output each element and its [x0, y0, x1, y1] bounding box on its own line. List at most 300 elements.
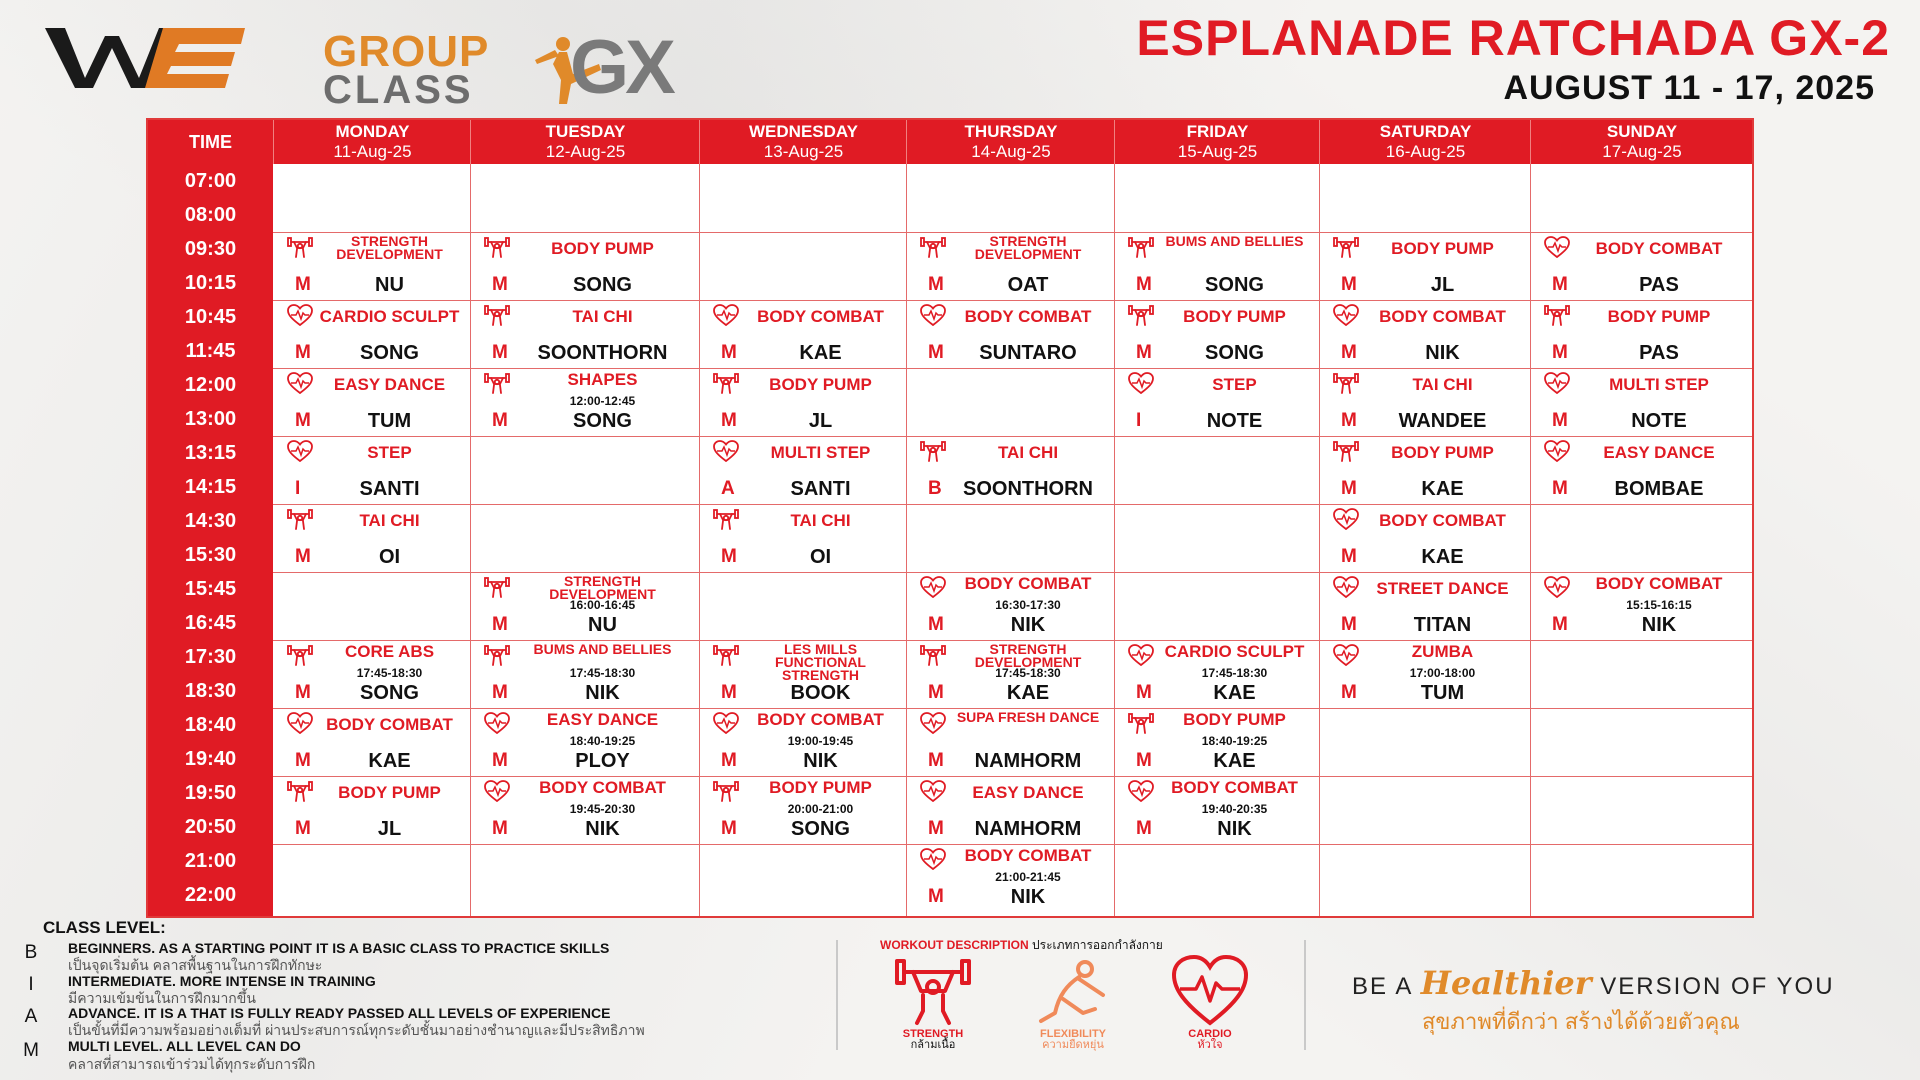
class-time: 19:45-20:30	[569, 802, 636, 816]
level-desc-th-m: คลาสที่สามารถเข้าร่วมได้ทุกระดับการฝึก	[68, 1056, 316, 1072]
workout-description-title	[880, 936, 1163, 955]
level-desc-m: MULTI LEVEL. ALL LEVEL CAN DO	[68, 1038, 301, 1054]
strength-icon	[484, 236, 510, 258]
cardio-icon	[920, 848, 946, 870]
day-date: 12-Aug-25	[545, 142, 626, 161]
class-level: M	[721, 682, 737, 703]
class-time: 15:15-16:15	[1626, 598, 1692, 612]
class-cell[interactable]	[906, 232, 1114, 300]
class-level: M	[721, 818, 737, 839]
class-name: CARDIO SCULPT	[319, 307, 460, 326]
time-label: 11:45	[185, 339, 236, 362]
class-time: 17:45-18:30	[569, 666, 636, 680]
class-cell[interactable]	[470, 232, 699, 300]
class-cell[interactable]	[699, 504, 906, 572]
class-level: M	[1136, 818, 1152, 839]
strength-icon	[1128, 304, 1154, 326]
venue-title: ESPLANADE RATCHADA GX-2	[1136, 10, 1890, 66]
class-coach: SONG	[573, 410, 632, 432]
class-cell[interactable]	[273, 300, 470, 368]
class-name: EASY DANCE	[1603, 443, 1715, 462]
strength-label: STRENGTH	[902, 1028, 964, 1040]
class-coach: KAE	[1421, 478, 1464, 500]
class-name: ZUMBA	[1411, 642, 1474, 661]
strength-icon	[713, 644, 739, 666]
class-coach: BOOK	[790, 682, 851, 704]
day-header-saturday	[1319, 120, 1531, 164]
class-coach: TUM	[1420, 682, 1465, 704]
class-level: M	[721, 750, 737, 771]
class-coach: KAE	[1213, 682, 1256, 704]
class-coach: TUM	[367, 410, 412, 432]
row-divider	[273, 504, 1752, 505]
class-time: 16:00-16:45	[569, 598, 636, 612]
logo-class-text: CLASS	[323, 68, 474, 112]
class-name: BODY COMBAT	[1379, 307, 1506, 326]
cardio-icon	[287, 304, 313, 326]
class-level: M	[1136, 342, 1152, 363]
time-label: 14:30	[184, 509, 237, 532]
class-level: M	[1136, 274, 1152, 295]
class-level: B	[928, 478, 942, 499]
workout-strength	[878, 955, 988, 1055]
strength-icon	[1128, 236, 1154, 258]
class-cell[interactable]	[1319, 300, 1530, 368]
class-time: 19:00-19:45	[787, 734, 854, 748]
class-coach: NOTE	[1631, 410, 1687, 432]
time-label: 10:45	[184, 305, 237, 328]
class-cell[interactable]	[1114, 368, 1319, 436]
class-coach: KAE	[1006, 682, 1050, 704]
time-label: 21:00	[184, 849, 237, 872]
class-cell[interactable]	[1319, 640, 1530, 708]
class-name: BODY COMBAT	[964, 846, 1092, 865]
logo-gx-text: GX	[570, 25, 672, 110]
strength-icon	[713, 780, 739, 802]
class-time: 20:00-21:00	[787, 802, 854, 816]
class-level: M	[928, 818, 944, 839]
cardio-icon	[1128, 644, 1154, 666]
time-label: 19:50	[184, 781, 237, 804]
time-label: 09:30	[184, 237, 237, 260]
class-coach: WANDEE	[1398, 410, 1487, 432]
class-level: M	[928, 886, 944, 907]
class-name: BODY COMBAT	[757, 307, 884, 326]
class-cell[interactable]	[906, 436, 1114, 504]
class-level: M	[295, 682, 311, 703]
class-time: 17:00-18:00	[1409, 666, 1476, 680]
class-level: M	[1341, 274, 1357, 295]
class-level: M	[928, 342, 944, 363]
strength-icon	[713, 372, 739, 394]
class-cell[interactable]	[699, 436, 906, 504]
time-header: TIME	[189, 131, 232, 152]
class-cell[interactable]	[1114, 776, 1319, 844]
cardio-label-th: หัวใจ	[1197, 1039, 1223, 1051]
class-coach: SONG	[360, 342, 419, 364]
time-label: 08:00	[184, 203, 237, 226]
level-desc-b: BEGINNERS. AS A STARTING POINT IT IS A BASIC CLASS TO PRACTICE SKILLS	[68, 940, 610, 956]
strength-icon	[1333, 372, 1359, 394]
flexibility-label: FLEXIBILITY	[1040, 1028, 1106, 1040]
class-cell[interactable]	[699, 776, 906, 844]
class-cell[interactable]	[1114, 708, 1319, 776]
class-cell[interactable]	[906, 640, 1114, 708]
time-label: 18:30	[184, 679, 237, 702]
day-date: 13-Aug-25	[763, 142, 844, 161]
class-name: BODY COMBAT	[964, 307, 1092, 326]
divider	[836, 940, 838, 1050]
cardio-label: CARDIO	[1188, 1028, 1232, 1040]
cardio-icon	[1128, 780, 1154, 802]
class-level: M	[295, 274, 311, 295]
strength-icon	[1333, 440, 1359, 462]
class-name: BODY PUMP	[769, 375, 872, 394]
class-level: M	[492, 682, 508, 703]
level-letter-m: M	[23, 1040, 39, 1061]
day-name: MONDAY	[335, 122, 410, 141]
class-coach: JL	[808, 410, 833, 432]
cardio-icon	[1333, 644, 1359, 666]
class-coach: NIK	[585, 682, 620, 704]
class-coach: SOONTHORN	[963, 478, 1093, 500]
class-coach: NIK	[1010, 886, 1046, 908]
class-coach: TITAN	[1413, 614, 1472, 636]
class-level: M	[721, 546, 737, 567]
workout-cardio	[1155, 955, 1265, 1055]
class-coach: SANTI	[790, 478, 851, 500]
class-cell[interactable]	[1530, 232, 1752, 300]
cardio-icon	[1333, 576, 1359, 598]
cardio-icon	[920, 304, 946, 326]
class-coach: KAE	[1213, 750, 1256, 772]
class-cell[interactable]	[1530, 572, 1752, 640]
day-header-friday	[1114, 120, 1320, 164]
class-level: M	[1341, 614, 1357, 635]
class-name: BODY PUMP	[338, 783, 441, 802]
strength-icon	[1544, 304, 1570, 326]
class-coach: NAMHORM	[974, 750, 1082, 772]
class-level: M	[928, 750, 944, 771]
class-level: M	[295, 546, 311, 567]
class-time: 18:40-19:25	[569, 734, 636, 748]
class-level: M	[295, 342, 311, 363]
class-name: STREET DANCE	[1376, 579, 1509, 598]
strength-icon	[287, 236, 313, 258]
class-level: M	[1341, 342, 1357, 363]
cardio-icon	[1544, 372, 1570, 394]
class-coach: SONG	[791, 818, 850, 840]
class-level: M	[721, 410, 737, 431]
class-level: M	[492, 818, 508, 839]
class-coach: KAE	[368, 750, 411, 772]
class-cell[interactable]	[1319, 368, 1530, 436]
class-cell[interactable]	[470, 368, 699, 436]
level-desc-th-a: เป็นขั้นที่มีความพร้อมอย่างเต็มที่ ผ่านประสบการณ์ทุกระดับชั้นมาอย่างชำนาญและมีประสิทธิภาพ	[68, 1022, 645, 1038]
class-coach: NIK	[803, 750, 838, 772]
class-name: TAI CHI	[790, 511, 851, 530]
class-cell[interactable]	[1319, 504, 1530, 572]
class-cell[interactable]	[470, 776, 699, 844]
time-label: 14:15	[184, 475, 237, 498]
class-coach: NIK	[585, 818, 620, 840]
day-date: 14-Aug-25	[971, 142, 1051, 161]
class-name: MULTI STEP	[1609, 375, 1709, 394]
tagline-post: VERSION OF YOU	[1591, 973, 1835, 1000]
class-cell[interactable]	[1530, 436, 1752, 504]
class-time: 18:40-19:25	[1201, 734, 1268, 748]
strength-icon	[1128, 712, 1154, 734]
class-cell[interactable]	[1319, 436, 1530, 504]
class-level: M	[295, 410, 311, 431]
class-coach: NAMHORM	[974, 818, 1082, 840]
class-coach: SUNTARO	[979, 342, 1077, 364]
class-name: BODY COMBAT	[964, 574, 1092, 593]
class-cell[interactable]	[699, 708, 906, 776]
cardio-icon	[1544, 576, 1570, 598]
class-coach: OAT	[1007, 274, 1049, 296]
class-cell[interactable]	[699, 640, 906, 708]
day-header-thursday	[906, 120, 1115, 164]
class-level: M	[492, 274, 508, 295]
cardio-icon	[287, 440, 313, 462]
cardio-icon	[713, 712, 739, 734]
class-cell[interactable]	[699, 300, 906, 368]
class-cell[interactable]	[273, 232, 470, 300]
tagline-pre: BE A	[1352, 973, 1421, 1000]
cardio-icon	[713, 304, 739, 326]
class-cell[interactable]	[273, 368, 470, 436]
class-name: EASY DANCE	[546, 710, 659, 729]
class-level: A	[721, 478, 735, 499]
strength-icon	[920, 440, 946, 462]
strength-icon	[920, 644, 946, 666]
level-letter-b: B	[24, 942, 38, 963]
divider	[1304, 940, 1306, 1050]
strength-icon	[484, 576, 510, 598]
class-level: M	[1341, 546, 1357, 567]
class-coach: OI	[378, 546, 401, 568]
class-cell[interactable]	[1319, 572, 1530, 640]
class-cell[interactable]	[1319, 232, 1530, 300]
day-header-monday	[273, 120, 471, 164]
time-label: 13:00	[184, 407, 237, 430]
schedule-table	[146, 118, 1754, 918]
class-name: STEP	[1212, 375, 1257, 394]
class-name: BODY COMBAT	[539, 778, 666, 797]
strength-icon	[287, 508, 313, 530]
class-level: I	[1136, 410, 1142, 431]
class-name: BODY PUMP	[1183, 307, 1286, 326]
cardio-icon	[287, 712, 313, 734]
logo-group-text: GROUP	[323, 27, 490, 76]
class-name: LES MILLS FUNCTIONAL STRENGTH	[775, 641, 866, 683]
class-name: STRENGTH DEVELOPMENT	[549, 573, 656, 602]
time-label: 07:00	[184, 169, 237, 192]
time-label: 13:15	[184, 441, 237, 464]
class-name: EASY DANCE	[333, 375, 446, 394]
class-coach: SOONTHORN	[537, 342, 668, 364]
class-coach: JL	[377, 818, 402, 840]
class-time: 19:40-20:35	[1201, 802, 1268, 816]
day-name: TUESDAY	[545, 122, 626, 141]
strength-icon	[484, 372, 510, 394]
time-label: 17:30	[184, 645, 237, 668]
class-level: M	[1341, 410, 1357, 431]
class-name: CARDIO SCULPT	[1164, 642, 1305, 661]
class-cell[interactable]	[906, 572, 1114, 640]
class-level: M	[492, 410, 508, 431]
class-name: STRENGTH DEVELOPMENT	[974, 233, 1082, 262]
day-name: WEDNESDAY	[749, 122, 858, 141]
class-level: M	[492, 342, 508, 363]
class-time: 12:00-12:45	[569, 394, 636, 408]
class-cell[interactable]	[1114, 232, 1319, 300]
class-time: 21:00-21:45	[995, 870, 1061, 884]
class-coach: OI	[809, 546, 832, 568]
class-name: MULTI STEP	[770, 443, 871, 462]
strength-icon	[484, 304, 510, 326]
class-name: EASY DANCE	[972, 783, 1084, 802]
class-cell[interactable]	[273, 436, 470, 504]
time-label: 16:45	[184, 611, 237, 634]
class-name: BODY PUMP	[1183, 710, 1286, 729]
day-header-sunday	[1530, 120, 1753, 164]
class-cell[interactable]	[273, 640, 470, 708]
legend-title: CLASS LEVEL:	[43, 918, 166, 937]
class-level: M	[1552, 478, 1568, 499]
cardio-icon	[1544, 236, 1570, 258]
tagline	[1352, 964, 1835, 1002]
class-name: BODY COMBAT	[757, 710, 884, 729]
class-name: SUPA FRESH DANCE	[956, 709, 1100, 725]
cardio-icon	[1170, 955, 1250, 1027]
cardio-icon	[484, 712, 510, 734]
class-name: BODY COMBAT	[326, 715, 453, 734]
class-coach: NOTE	[1206, 410, 1263, 432]
class-name: TAI CHI	[572, 307, 633, 326]
day-header-wednesday	[699, 120, 907, 164]
time-label: 20:50	[184, 815, 237, 838]
class-cell[interactable]	[906, 844, 1114, 912]
class-name: BODY COMBAT	[1595, 574, 1723, 593]
class-coach: SONG	[360, 682, 419, 704]
class-name: TAI CHI	[359, 511, 420, 530]
level-desc-th-b: เป็นจุดเริ่มต้น คลาสพื้นฐานในการฝึกทักษะ	[68, 957, 323, 973]
class-level: M	[492, 614, 508, 635]
class-level: M	[492, 750, 508, 771]
class-level-legend	[18, 918, 838, 1078]
cardio-icon	[1333, 304, 1359, 326]
class-cell[interactable]	[470, 300, 699, 368]
time-label: 15:45	[184, 577, 237, 600]
cardio-icon	[713, 440, 739, 462]
class-cell[interactable]	[273, 708, 470, 776]
class-cell[interactable]	[699, 368, 906, 436]
workout-title-en: WORKOUT DESCRIPTION	[880, 938, 1029, 952]
class-coach: SONG	[1205, 274, 1264, 296]
class-coach: SANTI	[359, 478, 420, 500]
day-name: FRIDAY	[1186, 122, 1249, 141]
class-coach: NIK	[1641, 614, 1677, 636]
class-cell[interactable]	[1530, 300, 1752, 368]
flexibility-label-th: ความยืดหยุ่น	[1042, 1039, 1104, 1051]
class-cell[interactable]	[1114, 300, 1319, 368]
day-name: SATURDAY	[1379, 122, 1472, 141]
tagline-script: Healthier	[1420, 964, 1592, 1002]
class-coach: KAE	[1421, 546, 1464, 568]
strength-icon	[920, 236, 946, 258]
day-date: 15-Aug-25	[1177, 142, 1258, 161]
class-level: M	[1136, 750, 1152, 771]
class-cell[interactable]	[470, 640, 699, 708]
class-cell[interactable]	[1530, 368, 1752, 436]
time-label: 12:00	[184, 373, 237, 396]
class-level: M	[295, 750, 311, 771]
time-label: 10:15	[184, 271, 237, 294]
strength-label-th: กล้ามเนื้อ	[910, 1039, 956, 1051]
class-name: BODY PUMP	[1607, 307, 1711, 326]
class-cell[interactable]	[906, 300, 1114, 368]
class-name: STRENGTH DEVELOPMENT	[974, 641, 1082, 670]
class-name: TAI CHI	[997, 443, 1059, 462]
strength-icon	[713, 508, 739, 530]
strength-icon	[893, 955, 973, 1027]
class-level: M	[295, 818, 311, 839]
class-cell[interactable]	[273, 776, 470, 844]
class-cell[interactable]	[906, 776, 1114, 844]
strength-icon	[287, 780, 313, 802]
class-coach: KAE	[799, 342, 842, 364]
class-time: 17:45-18:30	[995, 666, 1061, 680]
class-coach: NIK	[1217, 818, 1252, 840]
time-label: 19:40	[184, 747, 237, 770]
class-name: BODY COMBAT	[1379, 511, 1506, 530]
class-name: BODY PUMP	[1391, 443, 1494, 462]
class-cell[interactable]	[470, 572, 699, 640]
class-name: BODY PUMP	[1391, 239, 1494, 258]
class-name: BUMS AND BELLIES	[1165, 233, 1304, 249]
class-cell[interactable]	[906, 708, 1114, 776]
time-label: 18:40	[184, 713, 237, 736]
class-cell[interactable]	[1114, 640, 1319, 708]
class-name: STRENGTH DEVELOPMENT	[336, 233, 443, 262]
class-coach: NIK	[1425, 342, 1460, 364]
cardio-icon	[484, 780, 510, 802]
class-coach: SONG	[573, 274, 632, 296]
class-level: M	[1136, 682, 1152, 703]
class-time: 17:45-18:30	[1201, 666, 1268, 680]
we-logo-icon	[45, 26, 245, 90]
strength-icon	[287, 644, 313, 666]
class-time: 16:30-17:30	[995, 598, 1061, 612]
class-level: M	[928, 614, 944, 635]
level-desc-a: ADVANCE. IT IS A THAT IS FULLY READY PASSED ALL LEVELS OF EXPERIENCE	[68, 1005, 611, 1021]
day-date: 16-Aug-25	[1385, 142, 1466, 161]
day-name: THURSDAY	[964, 122, 1058, 141]
class-name: BODY PUMP	[769, 778, 872, 797]
cardio-icon	[920, 576, 946, 598]
date-range: AUGUST 11 - 17, 2025	[1503, 69, 1875, 107]
flexibility-icon	[1033, 955, 1113, 1027]
class-name: STEP	[367, 443, 412, 462]
class-level: M	[721, 342, 737, 363]
level-desc-i: INTERMEDIATE. MORE INTENSE IN TRAINING	[68, 973, 376, 989]
class-cell[interactable]	[273, 504, 470, 572]
class-coach: PAS	[1639, 342, 1679, 364]
class-cell[interactable]	[470, 708, 699, 776]
class-coach: JL	[1430, 274, 1455, 296]
